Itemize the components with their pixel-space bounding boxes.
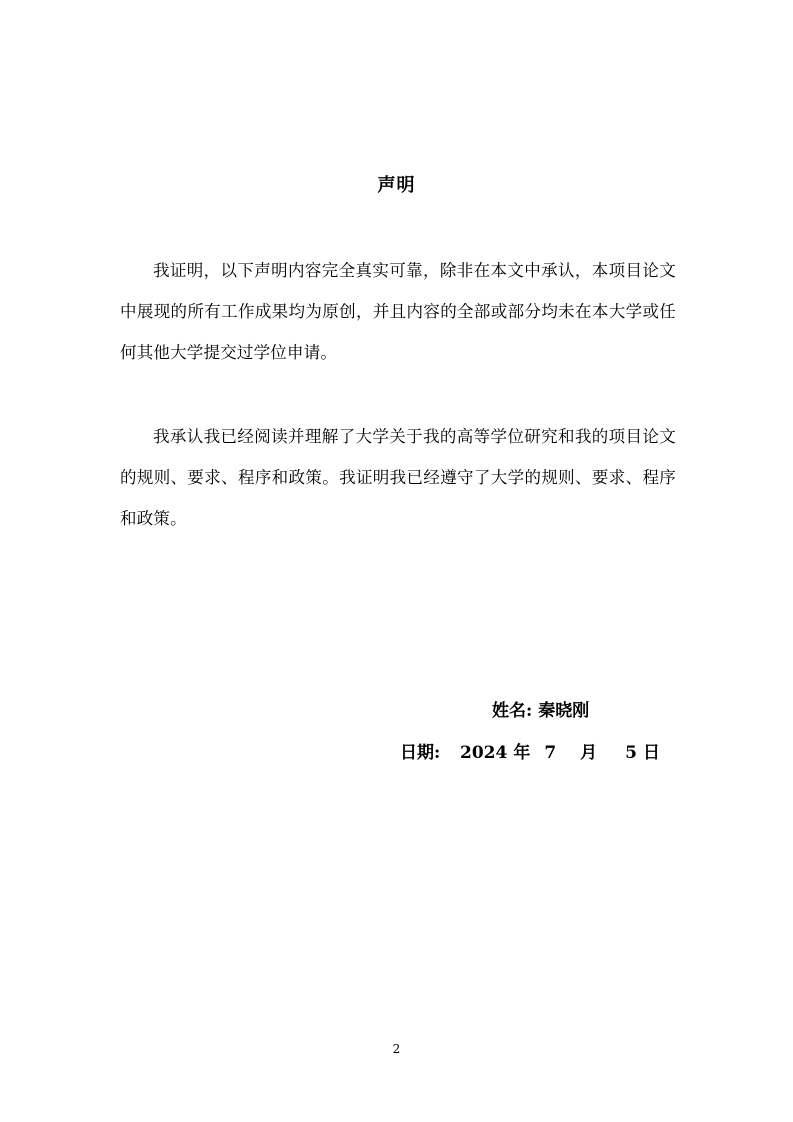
page-number: 2 — [392, 1042, 401, 1056]
signature-date — [400, 739, 660, 767]
declaration-paragraph-originality: 我证明，以下声明内容完全真实可靠，除非在本文中承认，本项目论文中展现的所有工作成果均为原创，并且内容的全部或部分均未在本大学或任何其他大学提交过学位申请。 — [120, 260, 676, 362]
declaration-title: 声明 — [377, 175, 416, 196]
date-month: 7 — [544, 743, 557, 763]
date-year-unit: 年 — [513, 743, 531, 763]
date-day-unit: 日 — [643, 743, 661, 763]
date-day: 5 — [625, 743, 638, 763]
date-label: 日期: — [400, 743, 441, 763]
signature-name: 姓名: 秦晓刚 — [492, 701, 590, 721]
date-month-unit: 月 — [580, 743, 598, 763]
date-year: 2024 — [460, 743, 508, 763]
declaration-paragraph-compliance: 我承认我已经阅读并理解了大学关于我的高等学位研究和我的项目论文的规则、要求、程序和政策。我证明我已经遵守了大学的规则、要求、程序和政策。 — [120, 426, 676, 528]
